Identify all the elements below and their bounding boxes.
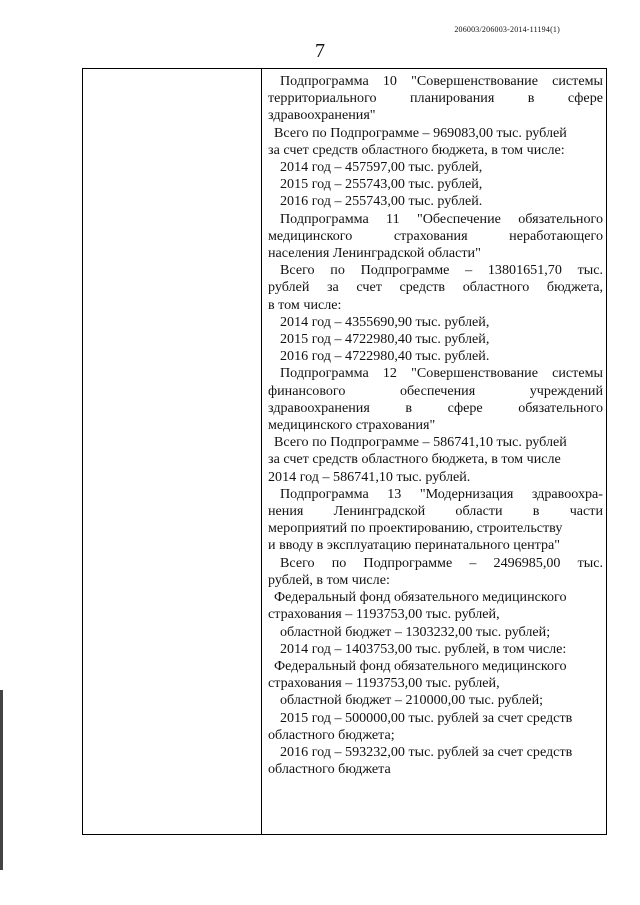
column-divider xyxy=(261,69,262,834)
table-right-column xyxy=(268,73,603,778)
subprogram-11-title-line2: медицинского страхования неработающего xyxy=(268,227,603,244)
subprogram-12-title-line1: Подпрограмма 12 "Совершенствование системы xyxy=(280,365,603,382)
subprogram-13-2014-regional: областной бюджет – 210000,00 тыс. рублей; xyxy=(280,692,544,709)
subprogram-13-regional-total: областной бюджет – 1303232,00 тыс. рублей; xyxy=(280,623,551,640)
table-left-column xyxy=(83,69,261,834)
subprogram-12-total: Всего по Подпрограмме – 586741,10 тыс. рублей xyxy=(274,434,567,451)
subprogram-12-title-line4: медицинского страхования" xyxy=(268,417,436,434)
subprogram-13-title-line3: мероприятий по проектированию, строительству xyxy=(268,520,563,537)
subprogram-11-total: Всего по Подпрограмме – 13801651,70 тыс. xyxy=(280,262,603,279)
subprogram-11-title-line3: населения Ленинградской области" xyxy=(268,245,481,262)
subprogram-11-source-end: в том числе: xyxy=(268,296,342,313)
subprogram-13-year-2015: 2015 год – 500000,00 тыс. рублей за счет средств xyxy=(280,709,573,726)
subprogram-11-year-2014: 2014 год – 4355690,90 тыс. рублей, xyxy=(280,313,490,330)
subprogram-13-year-2016: 2016 год – 593232,00 тыс. рублей за счет средств xyxy=(280,743,573,760)
scan-edge-mark xyxy=(0,690,3,870)
subprogram-13-2014-ffoms-amount: страхования – 1193753,00 тыс. рублей, xyxy=(268,675,500,692)
subprogram-12-title-line3: здравоохранения в сфере обязательного xyxy=(268,399,603,416)
subprogram-12-title-line2: финансового обеспечения учреждений xyxy=(268,382,603,399)
subprogram-11-year-2016: 2016 год – 4722980,40 тыс. рублей. xyxy=(280,348,490,365)
subprogram-13-year-2016-source: областного бюджета xyxy=(268,761,391,778)
subprogram-13-year-2014: 2014 год – 1403753,00 тыс. рублей, в том числе: xyxy=(280,640,567,657)
subprogram-13-ffoms-total: Федеральный фонд обязательного медицинского xyxy=(274,589,567,606)
subprogram-13-title-line1: Подпрограмма 13 "Модернизация здравоохра- xyxy=(280,485,603,502)
subprogram-13-total: Всего по Подпрограмме – 2496985,00 тыс. xyxy=(280,554,603,571)
subprogram-10-title-line3: здравоохранения" xyxy=(268,107,376,124)
subprogram-10-year-2014: 2014 год – 457597,00 тыс. рублей, xyxy=(280,159,483,176)
subprogram-13-ffoms-total-amount: страхования – 1193753,00 тыс. рублей, xyxy=(268,606,500,623)
subprogram-10-title-line2: территориального планирования в сфере xyxy=(268,90,603,107)
subprogram-12-year-2014: 2014 год – 586741,10 тыс. рублей. xyxy=(268,468,471,485)
subprogram-11-year-2015: 2015 год – 4722980,40 тыс. рублей, xyxy=(280,331,490,348)
subprogram-13-2014-ffoms: Федеральный фонд обязательного медицинского xyxy=(274,657,567,674)
content-table xyxy=(82,68,607,835)
subprogram-13-title-line4: и вводу в эксплуатацию перинатального центра" xyxy=(268,537,560,554)
subprogram-11-title-line1: Подпрограмма 11 "Обеспечение обязательного xyxy=(280,210,603,227)
page-number: 7 xyxy=(315,40,325,62)
subprogram-12-source: за счет средств областного бюджета, в том числе xyxy=(268,451,561,468)
subprogram-10-year-2015: 2015 год – 255743,00 тыс. рублей, xyxy=(280,176,483,193)
subprogram-13-total-end: рублей, в том числе: xyxy=(268,571,390,588)
subprogram-10-year-2016: 2016 год – 255743,00 тыс. рублей. xyxy=(280,193,483,210)
subprogram-10-total: Всего по Подпрограмме – 969083,00 тыс. рублей xyxy=(274,124,567,141)
document-id: 206003/206003-2014-11194(1) xyxy=(454,25,560,34)
subprogram-13-year-2015-source: областного бюджета; xyxy=(268,726,395,743)
subprogram-10-title-line1: Подпрограмма 10 "Совершенствование системы xyxy=(280,73,603,89)
subprogram-13-title-line2: нения Ленинградской области в части xyxy=(268,503,603,520)
subprogram-11-source: рублей за счет средств областного бюджета, xyxy=(268,279,603,296)
subprogram-10-source: за счет средств областного бюджета, в том числе: xyxy=(268,141,565,158)
